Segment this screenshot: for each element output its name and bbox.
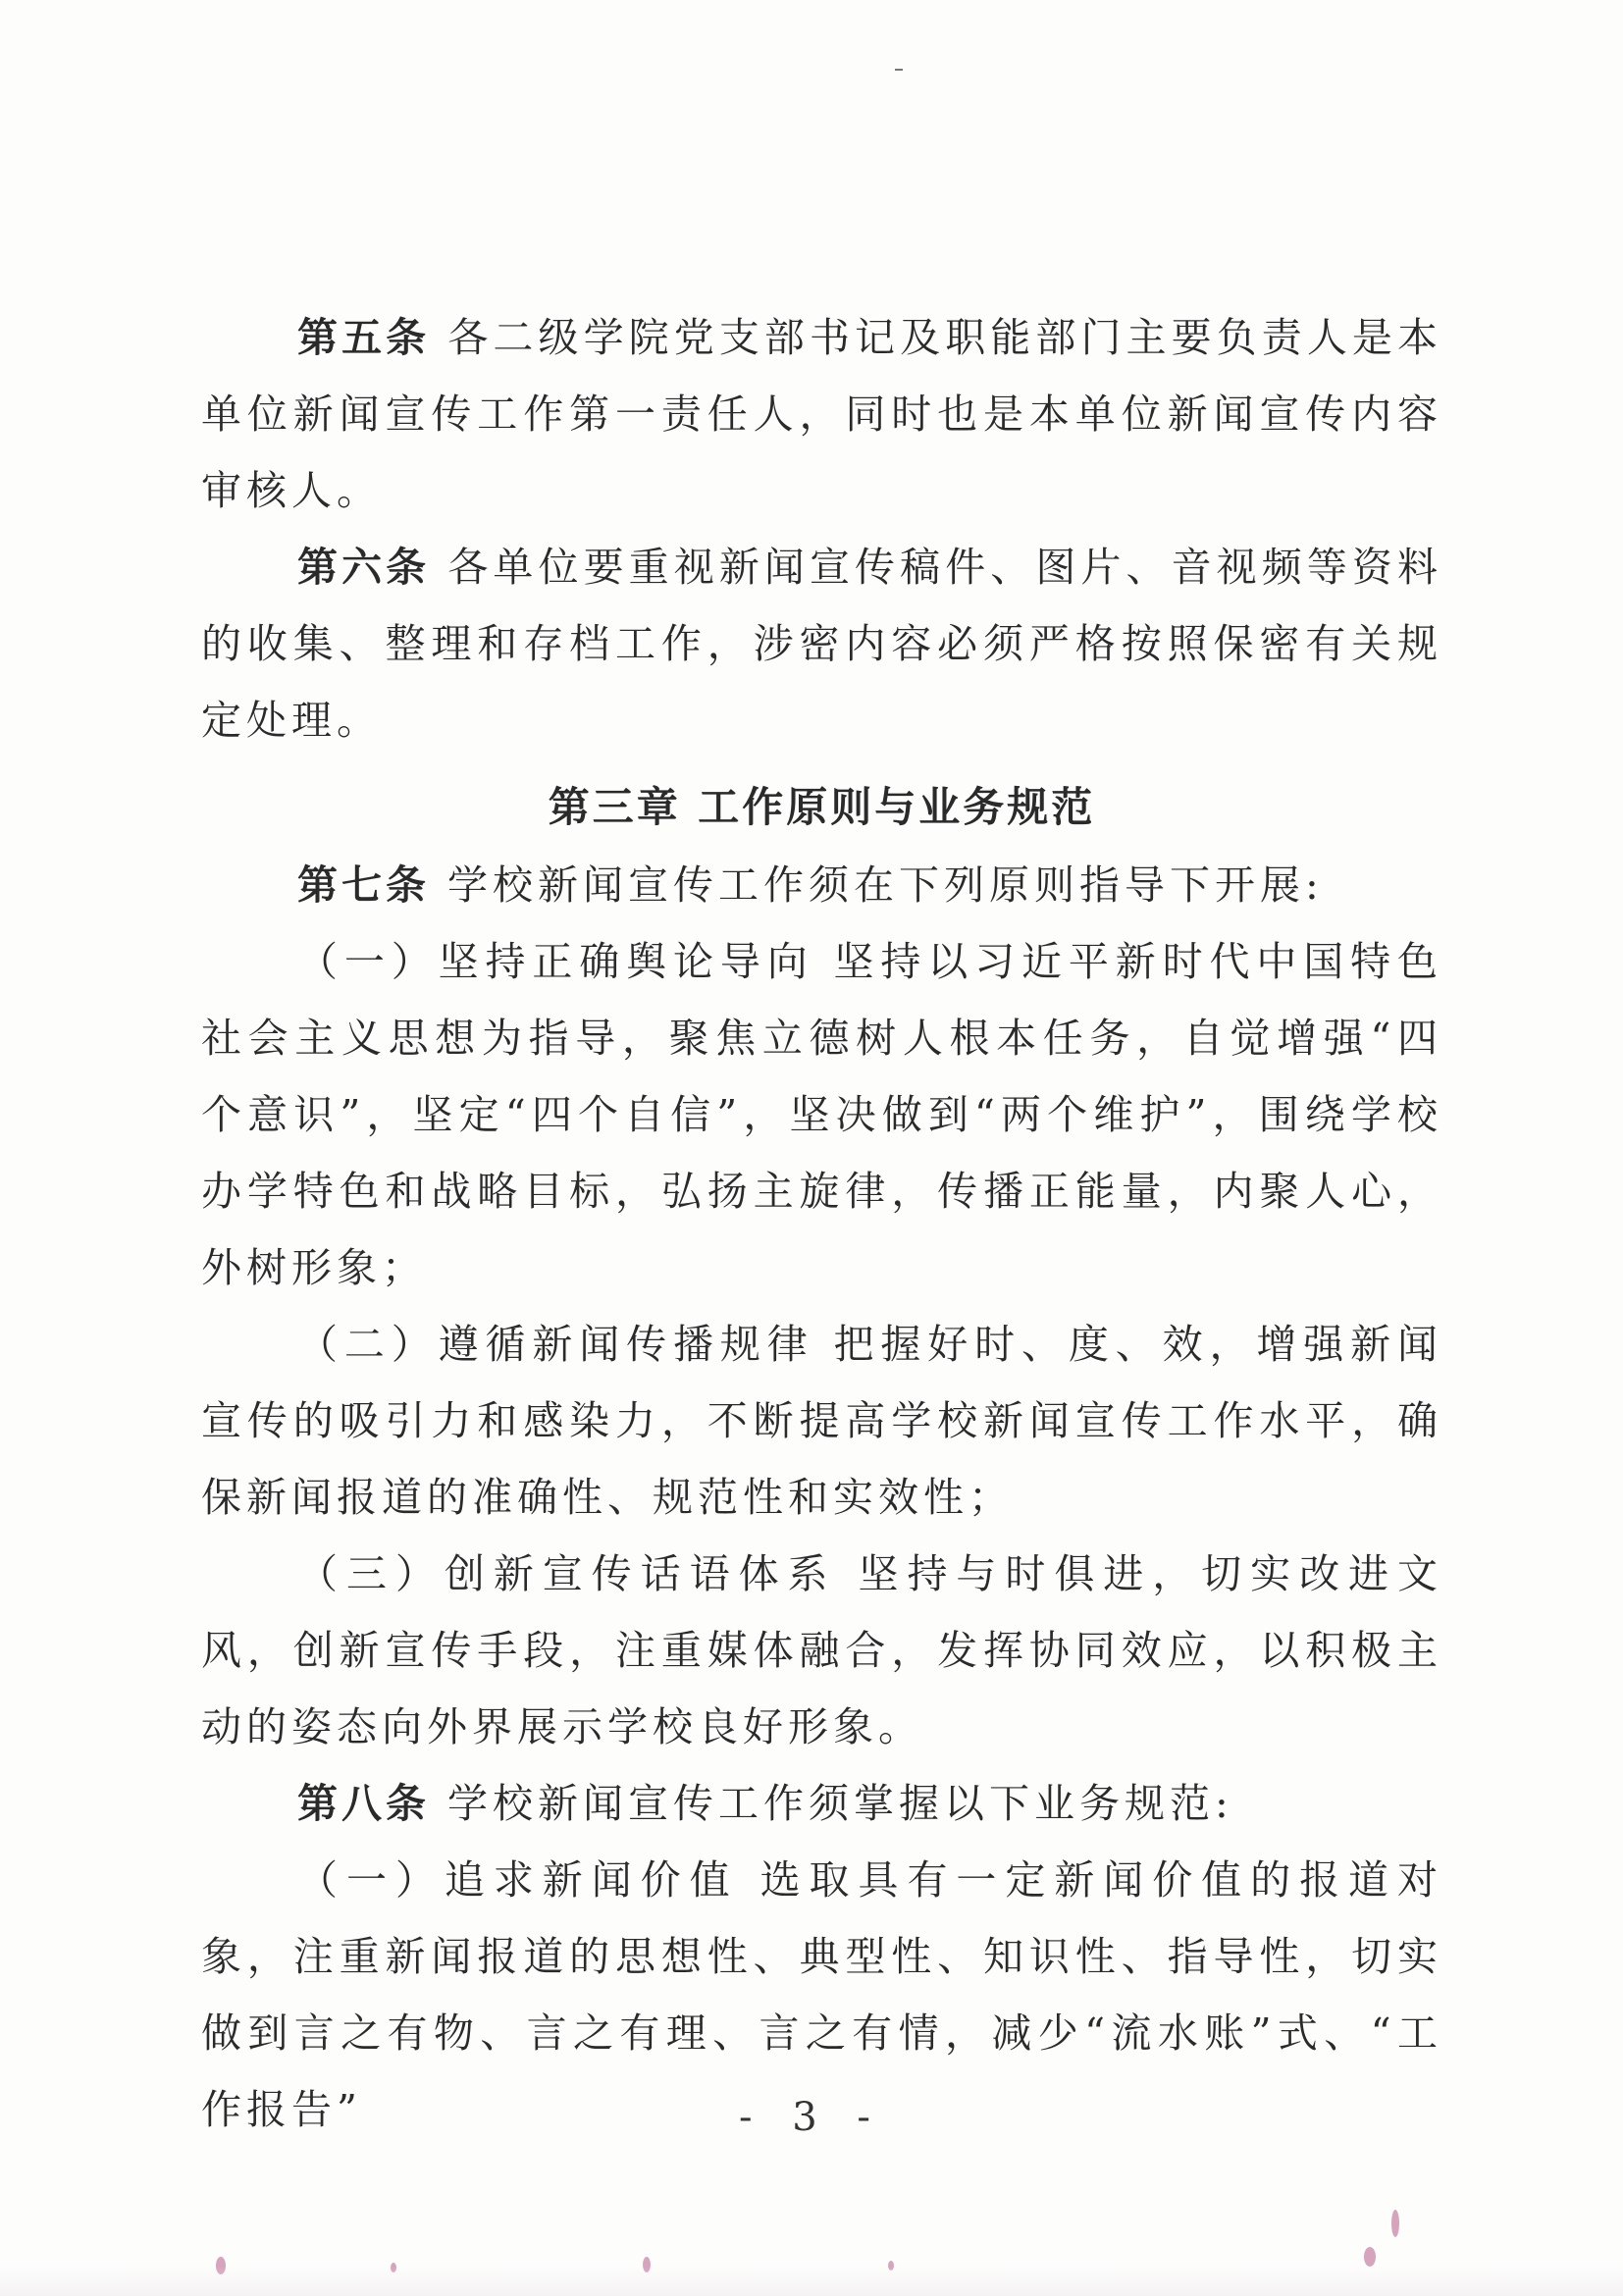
scan-mark	[895, 69, 903, 71]
scan-edge	[0, 2267, 1623, 2296]
article-7	[201, 847, 1442, 923]
document-body	[201, 299, 1442, 2148]
article-text: 各单位要重视新闻宣传稿件、图片、音视频等资料的收集、整理和存档工作，涉密内容必须严格按照保密有关规定处理。	[201, 544, 1442, 744]
article-text: 各二级学院党支部书记及职能部门主要负责人是本单位新闻宣传工作第一责任人，同时也是本单位新闻宣传内容审核人。	[201, 314, 1442, 514]
scan-speck	[1364, 2247, 1376, 2267]
article-7-item-1: （一）坚持正确舆论导向 坚持以习近平新时代中国特色社会主义思想为指导，聚焦立德树人根本任务，自觉增强“四个意识”，坚定“四个自信”，坚决做到“两个维护”，围绕学校办学特色和战略目标，弘扬主旋律，传播正能量，内聚人心，外树形象；	[201, 938, 1442, 1291]
article-label: 第五条	[297, 314, 431, 361]
article-7-item-3: （三）创新宣传话语体系 坚持与时俱进，切实改进文风，创新宣传手段，注重媒体融合，发挥协同效应，以积极主动的姿态向外界展示学校良好形象。	[201, 1550, 1442, 1750]
scan-speck	[1391, 2210, 1399, 2237]
article-8-item-1: （一）追求新闻价值 选取具有一定新闻价值的报道对象，注重新闻报道的思想性、典型性、知识性、指导性，切实做到言之有物、言之有理、言之有情，减少“流水账”式、“工作报告”	[201, 1856, 1442, 2133]
article-text: 学校新闻宣传工作须在下列原则指导下开展:	[447, 861, 1324, 909]
article-label: 第六条	[297, 544, 431, 591]
page-number: - 3 -	[739, 2095, 884, 2140]
article-text: 学校新闻宣传工作须掌握以下业务规范:	[447, 1780, 1233, 1827]
article-6	[201, 529, 1442, 758]
article-8	[201, 1765, 1442, 1842]
article-label: 第八条	[297, 1780, 430, 1827]
article-7-item-2: （二）遵循新闻传播规律 把握好时、度、效，增强新闻宣传的吸引力和感染力，不断提高学校新闻宣传工作水平，确保新闻报道的准确性、规范性和实效性；	[201, 1321, 1442, 1521]
article-label: 第七条	[297, 861, 430, 909]
chapter-title: 第三章 工作原则与业务规范	[548, 783, 1096, 831]
article-5	[201, 299, 1442, 529]
